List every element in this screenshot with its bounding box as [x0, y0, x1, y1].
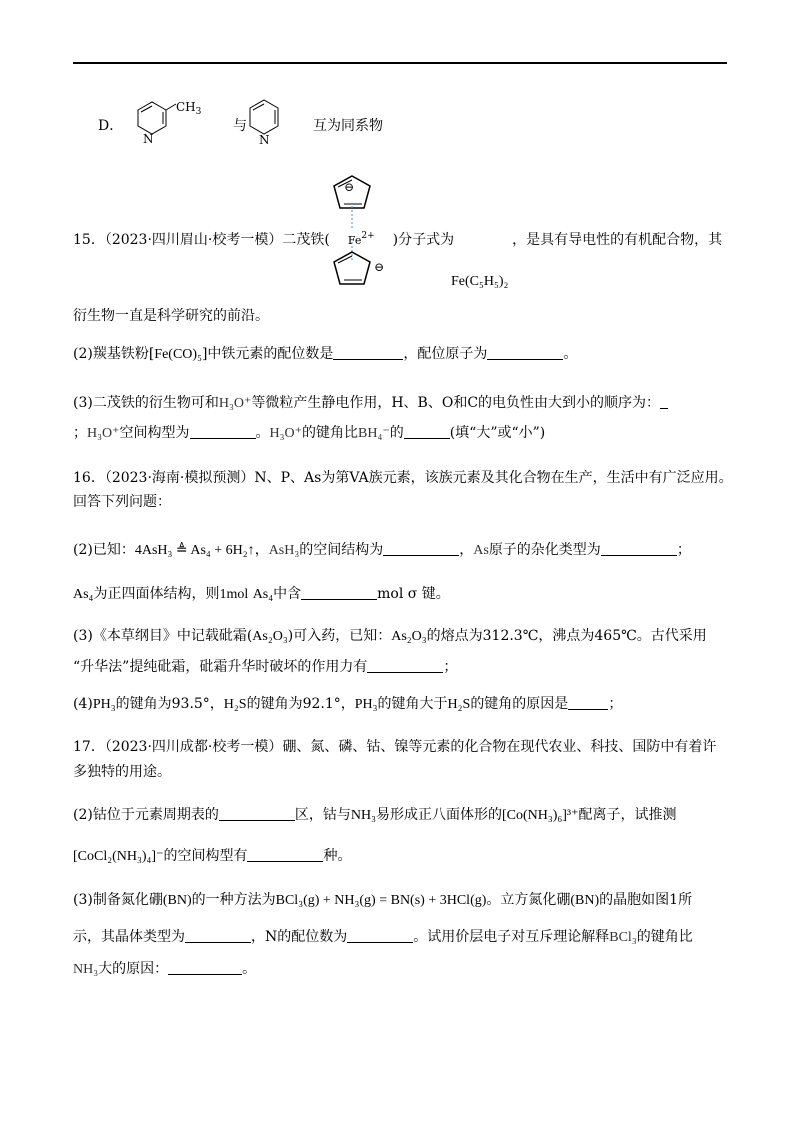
answer-blank[interactable] [404, 424, 450, 439]
q15-part3-line1: (3)二茂铁的衍生物可和H₃O⁺等微粒产生静电作用，H、B、O和C的电负性由大到小的顺序为： [73, 394, 668, 413]
q16-part2-line1: (2)已知：4AsH₃ ≜ As₄ + 6H₂↑，AsH₃的空间结构为 ，As原子的杂化类型为 ； [73, 542, 691, 558]
minus-charge-1: ⊖ [344, 180, 355, 194]
answer-blank[interactable] [568, 695, 608, 710]
answer-blank[interactable] [247, 847, 323, 862]
q15-part2: (2)羰基铁粉[Fe(CO)₅]中铁元素的配位数是 ，配位原子为 。 [73, 346, 578, 362]
q16-part3-line2: “升华法”提纯砒霜，砒霜升华时破坏的作用力有 ； [73, 659, 458, 675]
q16-line2: 回答下列问题： [73, 494, 171, 510]
q16-part4: (4)PH₃的键角为93.5°，H₂S的键角为92.1°，PH₃的键角大于H₂S的键角的原因是 ； [73, 696, 623, 712]
methyl-label: $CH_3$ [176, 100, 202, 117]
fe-label: $Fe^{2+}$ [347, 231, 375, 247]
pyridine-n-2: N [259, 133, 270, 147]
pyridine-n-1: N [143, 132, 154, 146]
homolog-statement: 互为同系物 [313, 118, 383, 134]
option-d-label: D． [98, 118, 124, 134]
answer-blank[interactable] [301, 585, 377, 600]
answer-blank[interactable] [487, 345, 563, 360]
header-rule [73, 62, 727, 64]
q15-line2: 衍生物一直是科学研究的前沿。 [73, 308, 269, 324]
answer-blank[interactable] [333, 345, 403, 360]
q16-part3-line1: (3)《本草纲目》中记载砒霜(As₂O₃)可入药，已知：As₂O₃的熔点为312.3℃，沸点为465℃。古代采用 [73, 628, 707, 644]
answer-blank[interactable] [190, 424, 256, 439]
q17-part3-line3: NH₃大的原因： 。 [73, 961, 257, 977]
q17-part3-line2: 示，其晶体类型为 ，N的配位数为 。试用价层电子对互斥理论解释BCl₃的键角比 [73, 929, 693, 945]
answer-blank[interactable] [660, 394, 668, 409]
ferrocene-formula: Fe(C₅H₅)₂ [451, 274, 509, 289]
q16-part2-line2: As₄为正四面体结构，则1mol As₄中含 mol σ 键。 [73, 586, 450, 602]
q17-part3-line1: (3)制备氮化硼(BN)的一种方法为BCl₃(g) + NH₃(g) = BN(s) + 3HCl(g)。立方氮化硼(BN)的晶胞如图1所 [73, 892, 693, 908]
answer-blank[interactable] [168, 960, 242, 975]
q17-line2: 多独特的用途。 [73, 764, 171, 780]
answer-blank[interactable] [367, 658, 443, 673]
q17-part2-line1: (2)钴位于元素周期表的 区，钴与NH₃易形成正八面体形的[Co(NH₃)₆]³⁺配离子，试推测 [73, 807, 677, 823]
answer-blank[interactable] [347, 928, 413, 943]
answer-blank[interactable] [219, 806, 295, 821]
answer-blank[interactable] [185, 928, 251, 943]
minus-charge-2: ⊖ [374, 260, 385, 274]
q16-line1: 16．（2023·海南·模拟预测）N、P、As为第VA族元素，该族元素及其化合物在生产，生活中有广泛应用。 [73, 470, 733, 486]
answer-blank[interactable] [383, 541, 459, 556]
q15-line1: 15．（2023·四川眉山·校考一模）二茂铁( $Fe^{2+}$ )分子式为 ，是具有导电性的有机配合物，其 [73, 231, 723, 248]
and-word: 与 [233, 118, 247, 134]
q17-line1: 17．（2023·四川成都·校考一模）硼、氮、磷、钴、镍等元素的化合物在现代农业、科技、国防中有着许 [73, 739, 717, 755]
q15-part3-line2: ；H₃O⁺空间构型为 。H₃O⁺的键角比BH₄⁻的 (填“大”或“小”) [73, 425, 546, 441]
answer-blank[interactable] [601, 541, 677, 556]
q17-part2-line2: [CoCl₂(NH₃)₄]⁻的空间构型有 种。 [73, 848, 352, 864]
